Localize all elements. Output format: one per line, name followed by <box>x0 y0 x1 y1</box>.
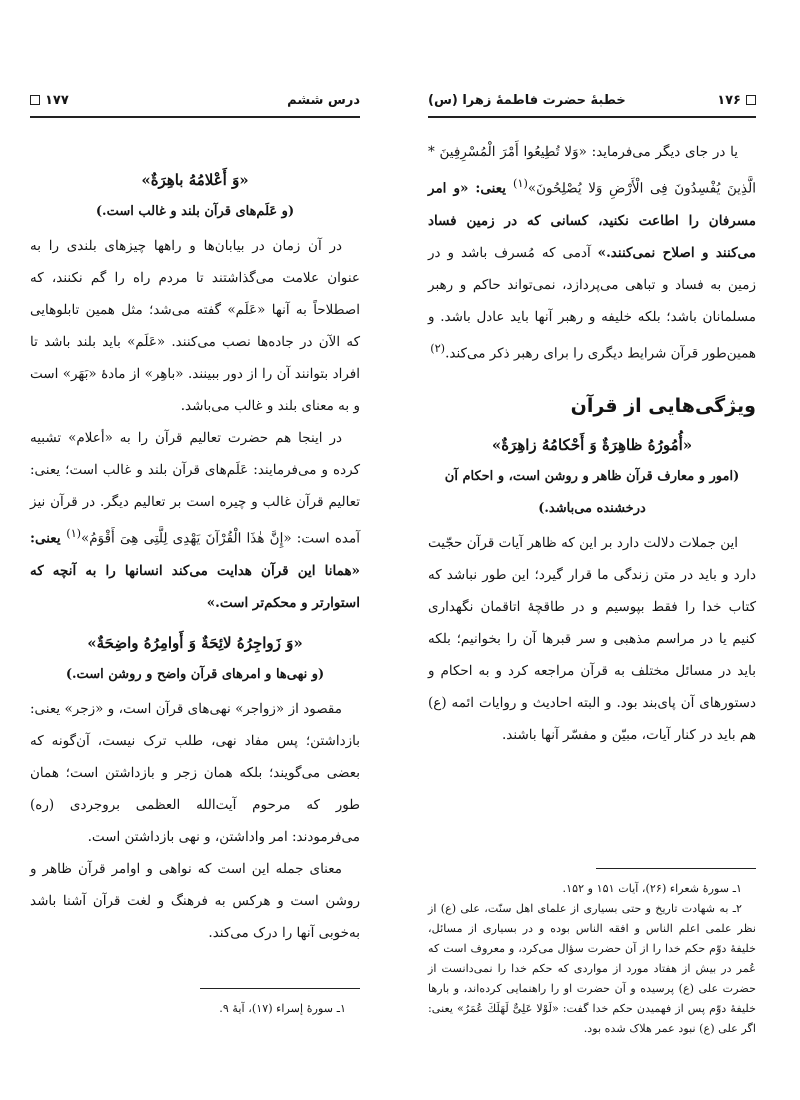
footnote-ref: (۱) <box>66 527 82 540</box>
right-page-body <box>428 136 756 751</box>
right-page-number-text: ۱۷۶ <box>717 92 741 108</box>
paragraph: مقصود از «زواجر» نهی‌های قرآن است، و «زجر» یعنی: بازداشتن؛ پس مفاد نهی، طلب ترک نیست، آن‌گونه که بعضی می‌گویند؛ بلکه همان زجر و بازداشتن است؛ همان طور که مرحوم آیت‌الله العظمی بروجردی (ره) می‌فرمودند: امر واداشتن، و نهی بازداشتن است. <box>30 700 360 845</box>
paragraph-bold-text: یعنی: «و امر مسرفان را اطاعت نکنید، کسانی که در زمین فساد می‌کنند و اصلاح نمی‌کنند.» <box>428 180 756 261</box>
section-heading: ویژگی‌هایی از قرآن <box>570 395 756 417</box>
quote-translation: (امور و معارف قرآن ظاهر و روشن است، و احکام آن درخشنده می‌باشد.) <box>444 469 740 516</box>
footnote: ۲ـ به شهادت تاریخ و حتی بسیاری از علمای اهل سنّت، علی (ع) از نظر علمی اعلم الناس و افقه الناس بوده و در بسیاری از مسائل، خلیفهٔ دوّم حکم خدا را از آن حضرت سؤال می‌کرد، و معروف است که عُمر در بیش از هفتاد مورد از مواردی که حکم خدا را نمی‌دانست از حضرت علی (ع) پرسیده و آن حضرت او را راهنمایی کرده‌اند، و بارها خلیفهٔ دوّم پس از فهمیدن حکم خدا گفت: «لَوْلا عَلِیٌّ لَهَلَكَ عُمَرُ» یعنی: اگر علی (ع) نبود عمر هلاک شده بود. <box>428 902 756 1035</box>
right-page-number <box>717 93 756 108</box>
left-header-title: درس ششم <box>287 92 360 108</box>
hadith-quote: «وَ أَعْلامُهُ باهِرَةٌ» <box>141 171 249 189</box>
hadith-quote: «وَ زَواجِرُهُ لائِحَةٌ وَ أَوامِرُهُ واضِحَةٌ» <box>87 633 303 652</box>
hadith-quote: «أُمُورُهُ ظاهِرَةٌ وَ أَحْكامُهُ زاهِرَةٌ» <box>491 436 693 454</box>
left-page-header <box>30 88 360 118</box>
paragraph-bold-text: یعنی: «همانا این قرآن هدایت می‌کند انسانها را به آنچه که استوارتر و محکم‌تر است.» <box>30 530 360 611</box>
page-marker-square-icon <box>30 95 40 105</box>
footnote-ref: (۱) <box>513 177 528 190</box>
left-page-number-text: ۱۷۷ <box>45 92 69 108</box>
right-page-header <box>428 88 756 118</box>
paragraph <box>30 422 360 619</box>
right-header-title: خطبهٔ حضرت فاطمهٔ زهرا (س) <box>428 92 626 108</box>
quote-translation: (و نهی‌ها و امرهای قرآن واضح و روشن است.) <box>65 666 325 682</box>
left-footnotes <box>30 988 360 1019</box>
left-page-number <box>30 93 69 108</box>
paragraph: در آن زمان در بیابان‌ها و راهها چیزهای بلندی را به عنوان علامت می‌گذاشتند تا مردم راه را گم نکنند، که اصطلاحاً به آنها «عَلَم» گفته می‌شد؛ مثل همین تابلوهایی که الآن در جاده‌ها نصب می‌کنند. «عَلَم» باید بلند باشد تا افراد بتوانند آن را از دور ببینند. «باهِر» از مادهٔ «بَهَر» است و به معنای بلند و غالب می‌باشد. <box>30 238 360 414</box>
paragraph-text: یا در جای دیگر می‌فرماید: «وَلا تُطِیعُوا أَمْرَ الْمُسْرِفِینَ * الَّذِینَ یُفْسِدُونَ فِی الْأَرْضِ وَلا یُصْلِحُونَ» <box>428 144 756 197</box>
left-page-body <box>30 160 360 949</box>
paragraph-text: در اینجا هم حضرت تعالیم قرآن را به «أعلام» تشبیه کرده و می‌فرمایند: عَلَم‌های قرآن بلند و غالب است؛ یعنی: تعالیم قرآن غالب و چیره است بر تعالیم دیگر. در قرآن نیز آمده است: «إِنَّ هٰذَا الْقُرْآنَ یَهْدِی لِلَّتِی هِیَ أَقْوَمُ» <box>30 430 360 547</box>
right-page <box>400 0 800 1100</box>
paragraph-text: آدمی که مُسرف باشد و در زمین به فساد و تباهی می‌پردازد، نمی‌تواند حاکم و رهبر مسلمانان باشد؛ بلکه خلیفه و رهبر آنها باید عادل باشد. و همین‌طور قرآن شرایط دیگری را برای رهبر ذکر می‌کند. <box>428 244 756 361</box>
quote-translation: (و عَلَم‌های قرآن بلند و غالب است.) <box>95 204 295 219</box>
footnote: ۱ـ سورهٔ شعراء (۲۶)، آیات ۱۵۱ و ۱۵۲. <box>562 882 742 895</box>
paragraph: این جملات دلالت دارد بر این که ظاهر آیات قرآن حجّیت دارد و باید در متن زندگی ما قرار گیرد؛ این طور نباشد که کتاب خدا را فقط بپوسیم و در طاقچهٔ اتاقمان نگهداری کنیم یا در مراسم مذهبی و سر قبرها آن را بخوانیم؛ بلکه باید در مسائل مختلف به قرآن مراجعه کرد و به احکام و دستورهای آن پای‌بند بود. و البته احادیث و روایات ائمه (ع) هم باید در کنار آیات، مبیّن و مفسّر آنها باشند. <box>428 535 756 743</box>
footnote: ۱ـ سورهٔ إسراء (۱۷)، آیهٔ ۹. <box>219 1002 346 1015</box>
page-marker-square-icon <box>746 95 756 105</box>
paragraph: معنای جمله این است که نواهی و اوامر قرآن ظاهر و روشن است و هرکس به فرهنگ و لغت قرآن آشنا باشد به‌خوبی آنها را درک می‌کند. <box>30 860 360 941</box>
footnote-ref: (۲) <box>430 341 446 355</box>
right-footnotes <box>428 868 756 1039</box>
paragraph <box>428 136 756 369</box>
